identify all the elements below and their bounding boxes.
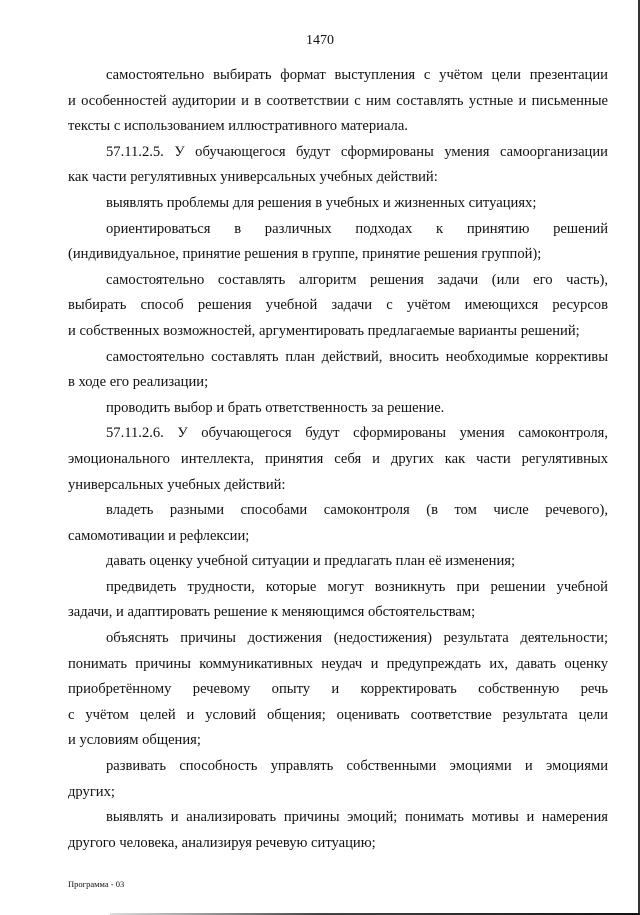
- text-line: развивать способность управлять собственными эмоциями и эмоциями: [106, 758, 608, 775]
- text-line: как части регулятивных универсальных учебных действий:: [68, 169, 438, 186]
- text-line: владеть разными способами самоконтроля (в том числе речевого),: [106, 502, 608, 519]
- text-line: предвидеть трудности, которые могут возникнуть при решении учебной: [106, 578, 608, 595]
- text-line: самомотивации и рефлексии;: [68, 527, 250, 544]
- text-line: выявлять и анализировать причины эмоций; понимать мотивы и намерения: [106, 809, 608, 826]
- text-line: объяснять причины достижения (недостижения) результата деятельности;: [106, 630, 608, 647]
- text-line: самостоятельно составлять план действий, вносить необходимые коррективы: [106, 348, 608, 365]
- document-body: [68, 63, 608, 856]
- text-line: других;: [68, 783, 115, 800]
- text-line: самостоятельно выбирать формат выступления с учётом цели презентации: [106, 67, 608, 83]
- text-line: тексты с использованием иллюстративного материала.: [68, 118, 408, 135]
- text-line: (индивидуальное, принятие решения в группе, принятие решения группой);: [68, 246, 542, 263]
- text-line: 57.11.2.5. У обучающегося будут сформированы умения самоорганизации: [106, 143, 608, 160]
- text-line: выбирать способ решения учебной задачи с учётом имеющихся ресурсов: [68, 297, 608, 314]
- text-line: ориентироваться в различных подходах к принятию решений: [106, 220, 608, 237]
- page-number: 1470: [306, 33, 334, 48]
- text-line: и собственных возможностей, аргументировать предлагаемые варианты решений;: [68, 322, 580, 339]
- text-line: проводить выбор и брать ответственность за решение.: [106, 399, 445, 416]
- text-line: универсальных учебных действий:: [68, 476, 286, 493]
- text-line: 57.11.2.6. У обучающегося будут сформированы умения самоконтроля,: [106, 425, 608, 442]
- text-line: понимать причины коммуникативных неудач и предупреждать их, давать оценку: [68, 655, 608, 672]
- footer-label: Программа - 03: [68, 879, 125, 889]
- text-line: с учётом целей и условий общения; оценивать соответствие результата цели: [68, 706, 608, 723]
- text-line: приобретённому речевому опыту и корректировать собственную речь: [68, 681, 608, 698]
- text-line: и условиям общения;: [68, 732, 201, 749]
- text-line: и особенностей аудитории и в соответствии с ним составлять устные и письменные: [68, 92, 608, 109]
- text-line: давать оценку учебной ситуации и предлагать план её изменения;: [106, 553, 516, 570]
- text-line: самостоятельно составлять алгоритм решения задачи (или его часть),: [106, 271, 608, 288]
- text-line: эмоционального интеллекта, принятия себя и других как части регулятивных: [68, 450, 608, 467]
- text-line: выявлять проблемы для решения в учебных и жизненных ситуациях;: [106, 194, 537, 211]
- text-line: задачи, и адаптировать решение к меняющимся обстоятельствам;: [68, 604, 476, 621]
- text-line: в ходе его реализации;: [68, 374, 209, 391]
- text-line: другого человека, анализируя речевую ситуацию;: [68, 834, 376, 851]
